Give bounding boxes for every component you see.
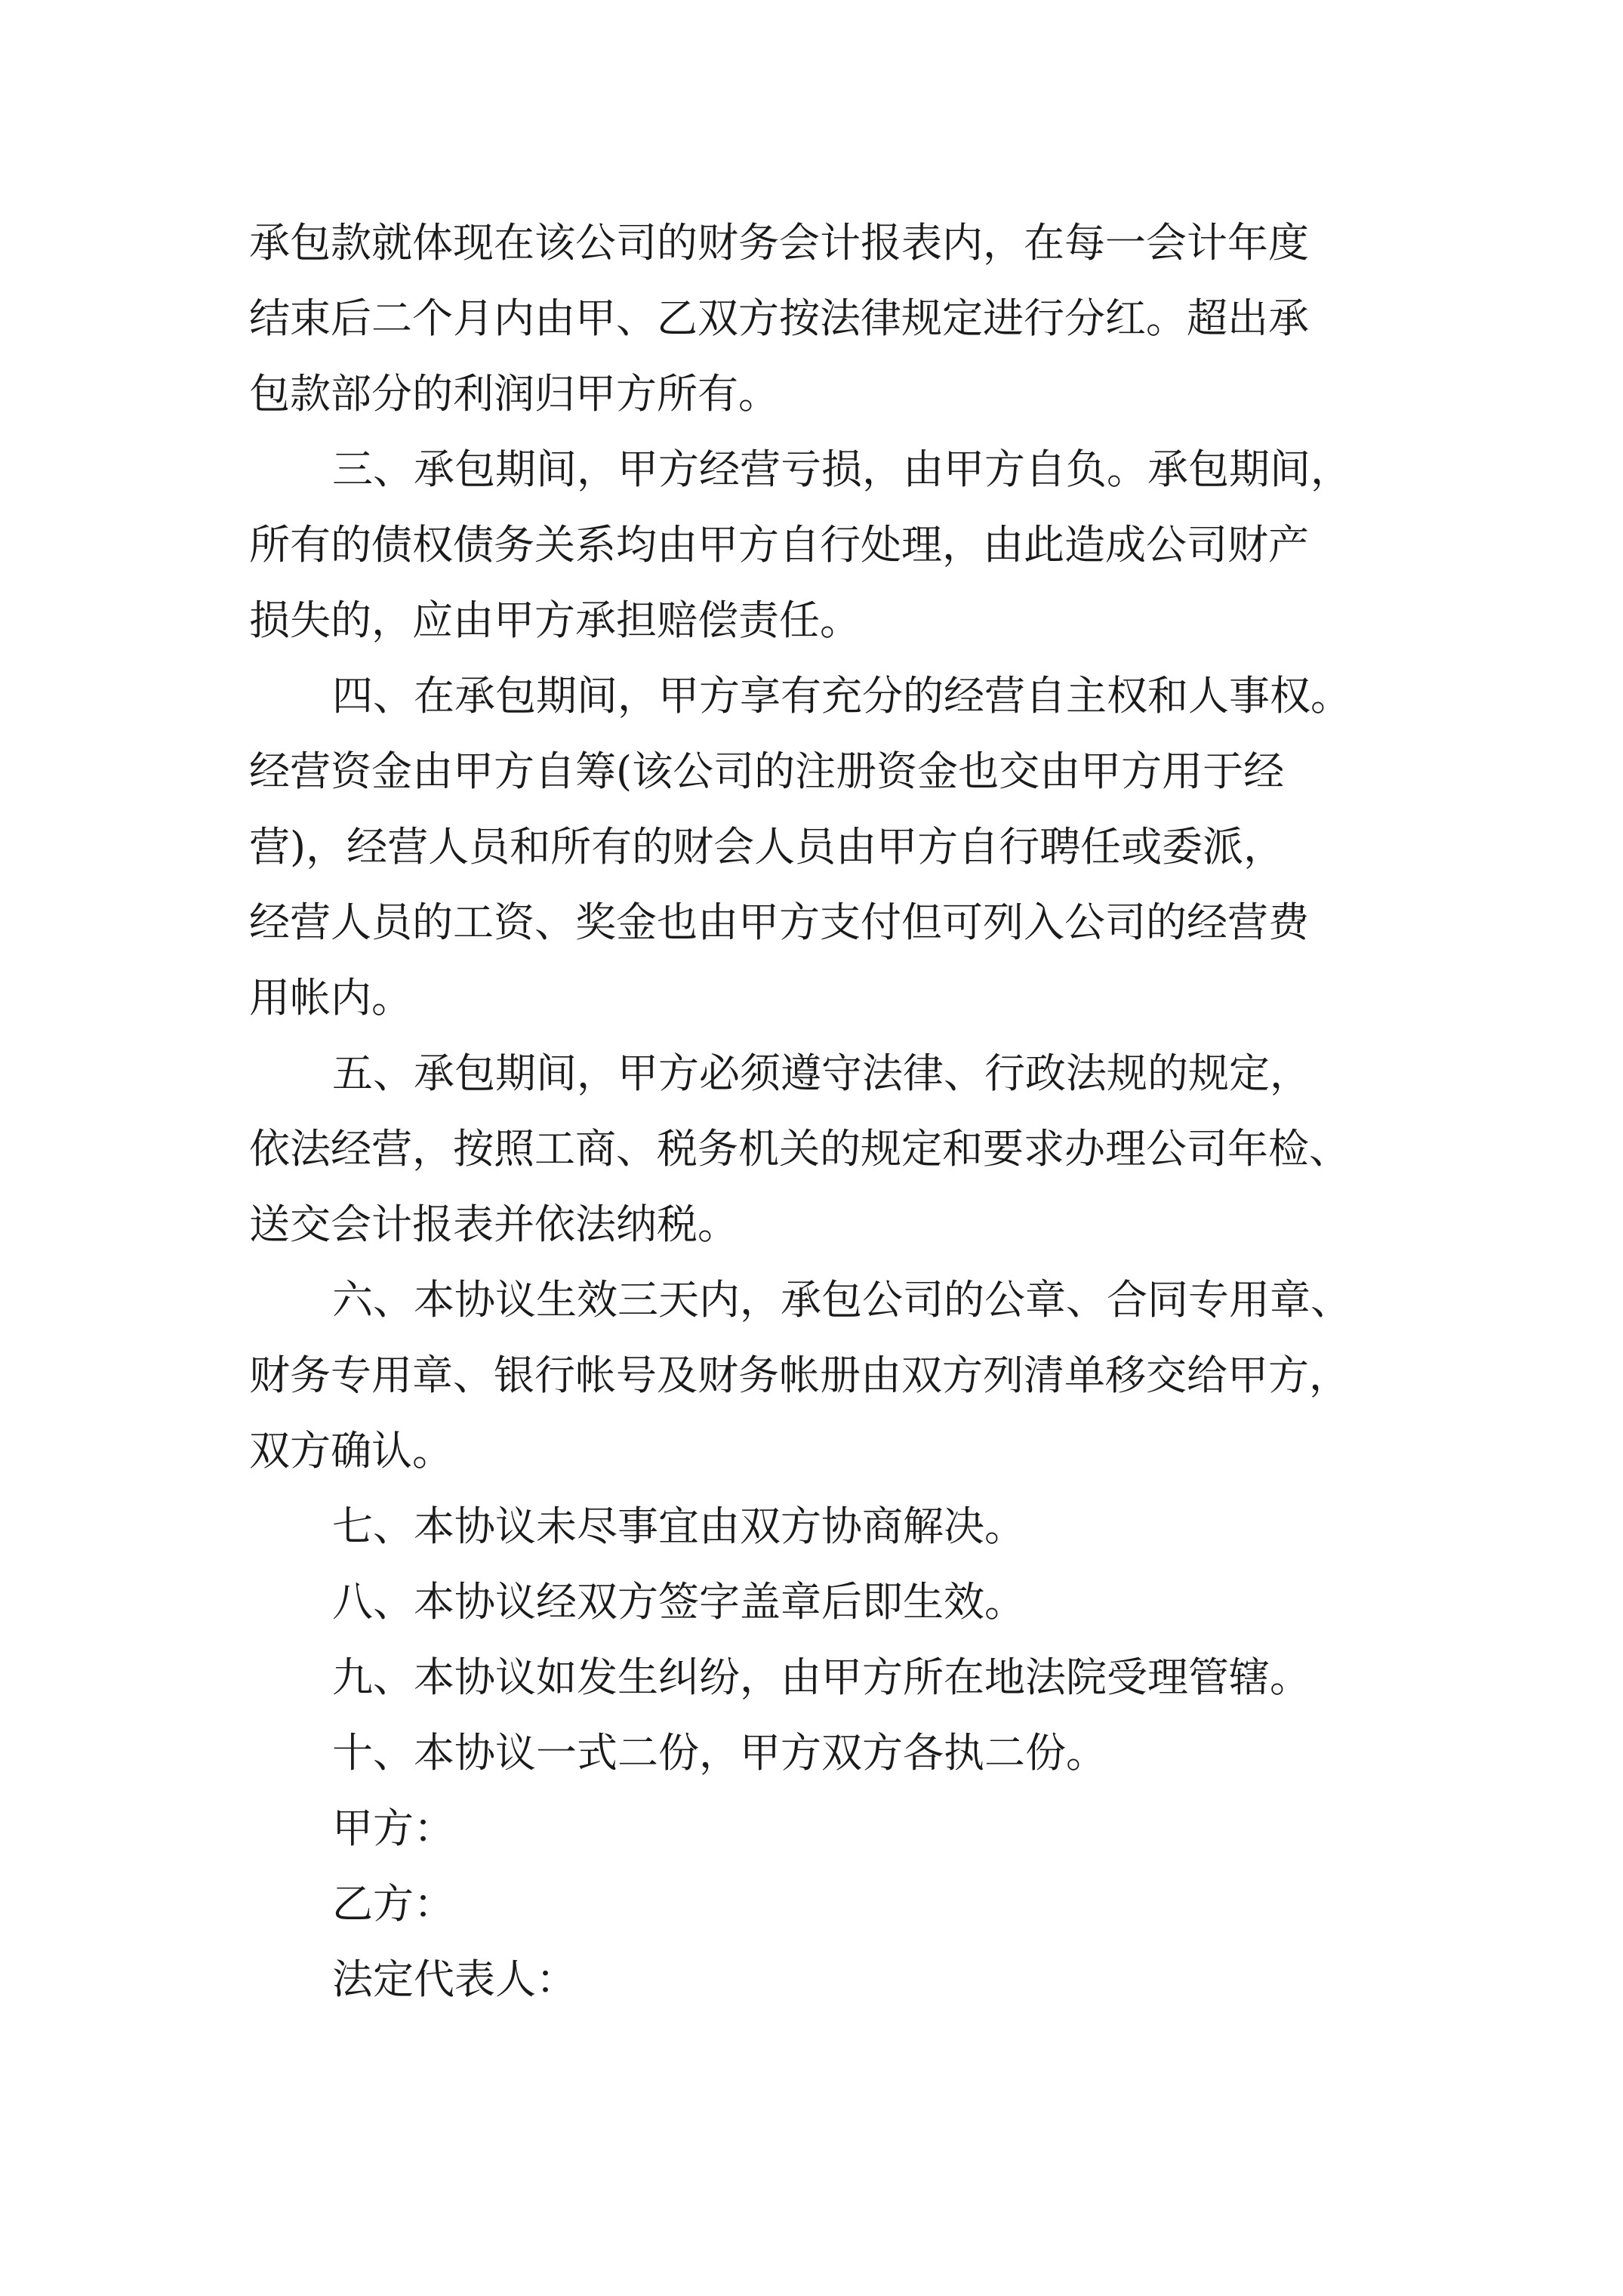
legal-representative-label: 法定代表人：	[332, 1955, 577, 2003]
clause-4-start: 四、在承包期间，甲方享有充分的经营自主权和人事权。	[332, 672, 1351, 720]
text-line: 结束后二个月内由甲、乙双方按法律规定进行分红。超出承	[249, 294, 1309, 342]
clause-10: 十、本协议一式二份，甲方双方各执二份。	[332, 1729, 1107, 1777]
text-line: 损失的，应由甲方承担赔偿责任。	[249, 596, 861, 644]
text-line: 双方确认。	[249, 1427, 453, 1475]
text-line: 依法经营，按照工商、税务机关的规定和要求办理公司年检、	[249, 1125, 1350, 1173]
text-line: 送交会计报表并依法纳税。	[249, 1200, 738, 1248]
contract-text	[249, 205, 1397, 2017]
clause-5-start: 五、承包期间，甲方必须遵守法律、行政法规的规定，	[332, 1049, 1310, 1097]
text-line: 经营人员的工资、奖金也由甲方支付但可列入公司的经营费	[249, 898, 1309, 946]
clause-3-start: 三、承包期间，甲方经营亏损，由甲方自负。承包期间，	[332, 445, 1351, 493]
clause-7: 七、本协议未尽事宜由双方协商解决。	[332, 1502, 1025, 1550]
clause-8: 八、本协议经双方签字盖章后即生效。	[332, 1578, 1025, 1626]
party-a-signature-label: 甲方：	[332, 1804, 454, 1852]
text-line: 用帐内。	[249, 974, 412, 1022]
text-line: 经营资金由甲方自筹(该公司的注册资金也交由甲方用于经	[249, 747, 1285, 795]
text-line: 承包款就体现在该公司的财务会计报表内，在每一会计年度	[249, 219, 1309, 267]
text-line: 所有的债权债务关系均由甲方自行处理，由此造成公司财产	[249, 521, 1309, 569]
party-b-signature-label: 乙方：	[332, 1880, 454, 1928]
text-line: 营)，经营人员和所有的财会人员由甲方自行聘任或委派，	[249, 823, 1285, 871]
clause-9: 九、本协议如发生纠纷，由甲方所在地法院受理管辖。	[332, 1653, 1310, 1701]
clause-6-start: 六、本协议生效三天内，承包公司的公章、合同专用章、	[332, 1276, 1351, 1324]
text-line: 财务专用章、银行帐号及财务帐册由双方列清单移交给甲方，	[249, 1351, 1350, 1399]
text-line: 包款部分的利润归甲方所有。	[249, 370, 779, 418]
